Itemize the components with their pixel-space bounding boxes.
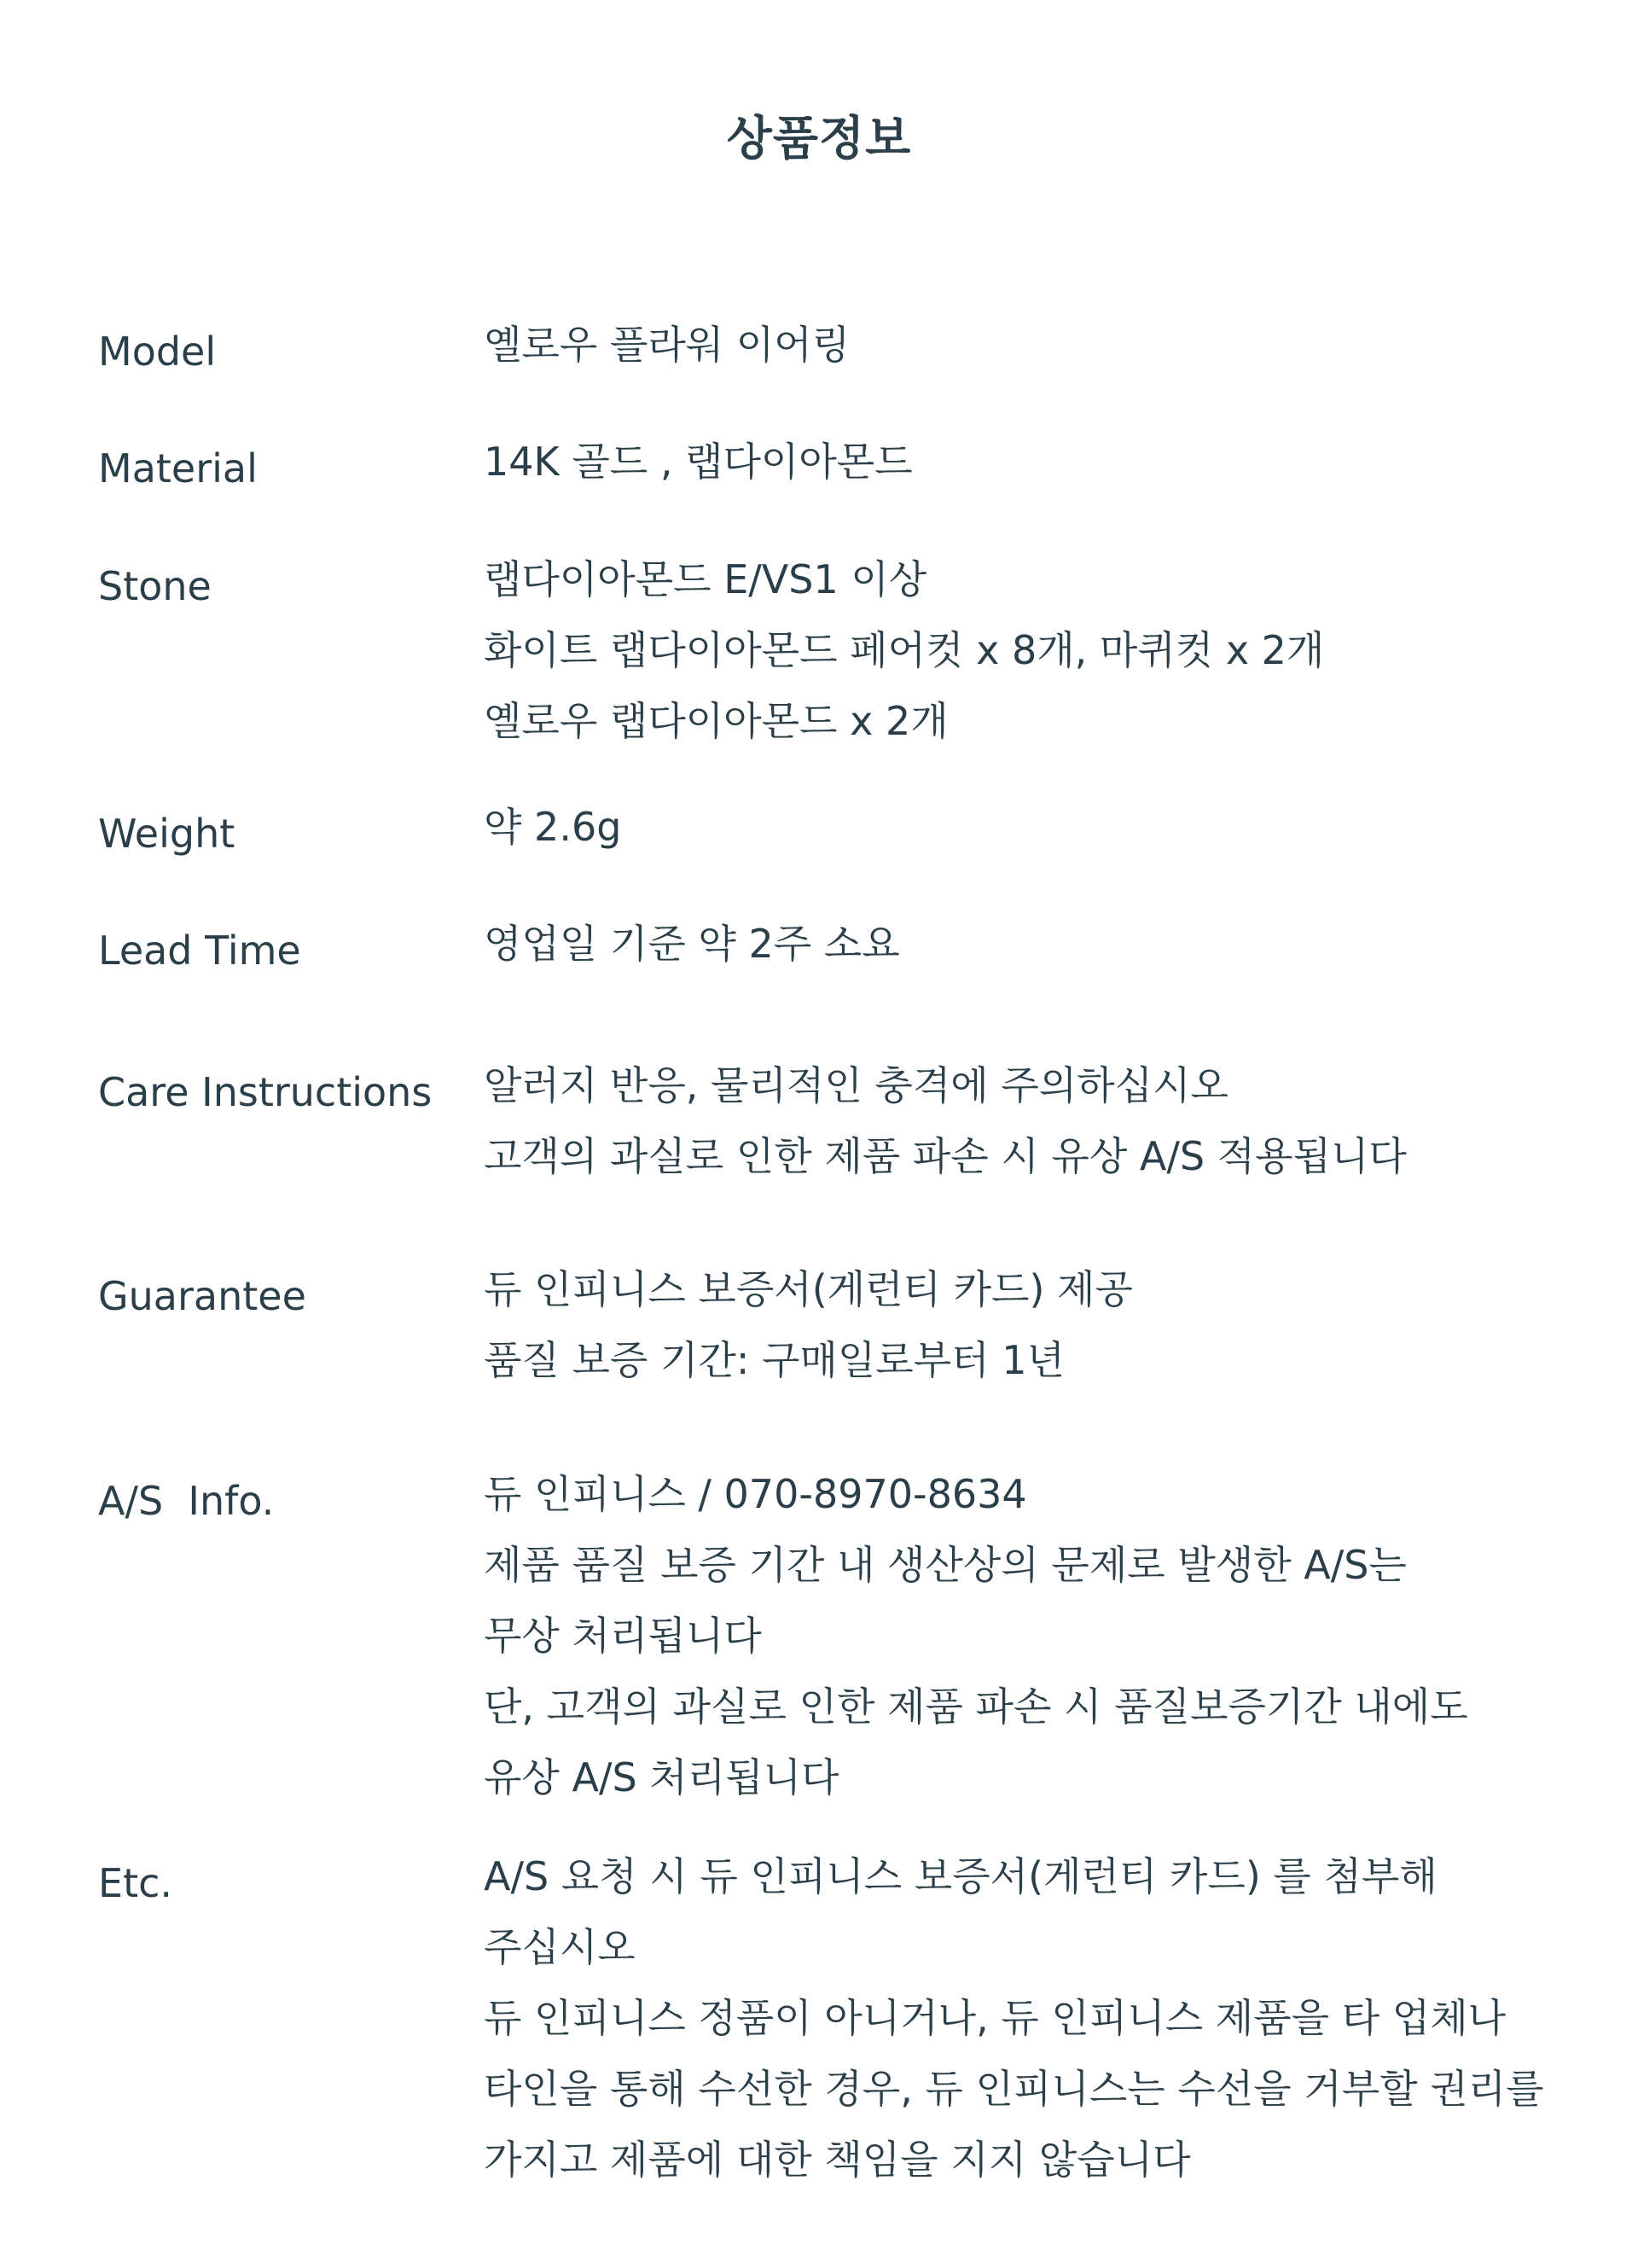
value-line: 품질 보증 기간: 구매일로부터 1년 (484, 1337, 1065, 1383)
row-label: Stone (98, 563, 212, 609)
value-line: 영업일 기준 약 2주 소요 (484, 921, 900, 967)
value-line: 듀 인피니스 보증서(게런티 카드) 제공 (484, 1266, 1133, 1312)
value-line: 화이트 랩다이아몬드 페어컷 x 8개, 마퀴컷 x 2개 (484, 627, 1325, 673)
value-line: 타인을 통해 수선한 경우, 듀 인피니스는 수선을 거부할 권리를 (484, 2066, 1544, 2112)
row-label: Material (98, 445, 258, 491)
row-label: Guarantee (98, 1273, 306, 1319)
row-label: Model (98, 329, 217, 375)
value-line: 듀 인피니스 정품이 아니거나, 듀 인피니스 제품을 타 업체나 (484, 1995, 1507, 2041)
value-line: 유상 A/S 처리됩니다 (484, 1754, 839, 1800)
value-line: 고객의 과실로 인한 제품 파손 시 유상 A/S 적용됩니다 (484, 1133, 1407, 1179)
row-label: Care Instructions (98, 1069, 433, 1115)
value-line: 가지고 제품에 대한 책임을 지지 않습니다 (484, 2137, 1191, 2183)
row-value (484, 804, 1593, 863)
row-value (484, 556, 1593, 757)
value-line: 듀 인피니스 / 070-8970-8634 (484, 1471, 1027, 1517)
row-value (484, 1471, 1593, 1813)
row-value (484, 921, 1593, 980)
row-value (484, 322, 1593, 381)
row-value (484, 439, 1593, 497)
row-label: Etc. (98, 1860, 173, 1906)
value-line: 무상 처리됩니다 (484, 1613, 762, 1659)
value-line: 약 2.6g (484, 804, 622, 850)
row-value (484, 1853, 1593, 2195)
value-line: A/S 요청 시 듀 인피니스 보증서(게런티 카드) 를 첨부해 (484, 1853, 1438, 1899)
value-line: 옐로우 랩다이아몬드 x 2개 (484, 698, 949, 744)
value-line: 알러지 반응, 물리적인 충격에 주의하십시오 (484, 1062, 1228, 1108)
row-value (484, 1062, 1593, 1192)
value-line: 단, 고객의 과실로 인한 제품 파손 시 품질보증기간 내에도 (484, 1684, 1468, 1730)
row-label: A/S Info. (98, 1478, 275, 1524)
row-value (484, 1266, 1593, 1396)
value-line: 제품 품질 보증 기간 내 생산상의 문제로 발생한 A/S는 (484, 1542, 1407, 1588)
value-line: 옐로우 플라워 이어링 (484, 322, 851, 368)
value-line: 랩다이아몬드 E/VS1 이상 (484, 556, 927, 602)
page-title: 상품정보 (726, 111, 912, 166)
row-label: Lead Time (98, 928, 301, 974)
value-line: 주십시오 (484, 1924, 636, 1970)
row-label: Weight (98, 811, 235, 857)
value-line: 14K 골드 , 랩다이아몬드 (484, 439, 913, 485)
